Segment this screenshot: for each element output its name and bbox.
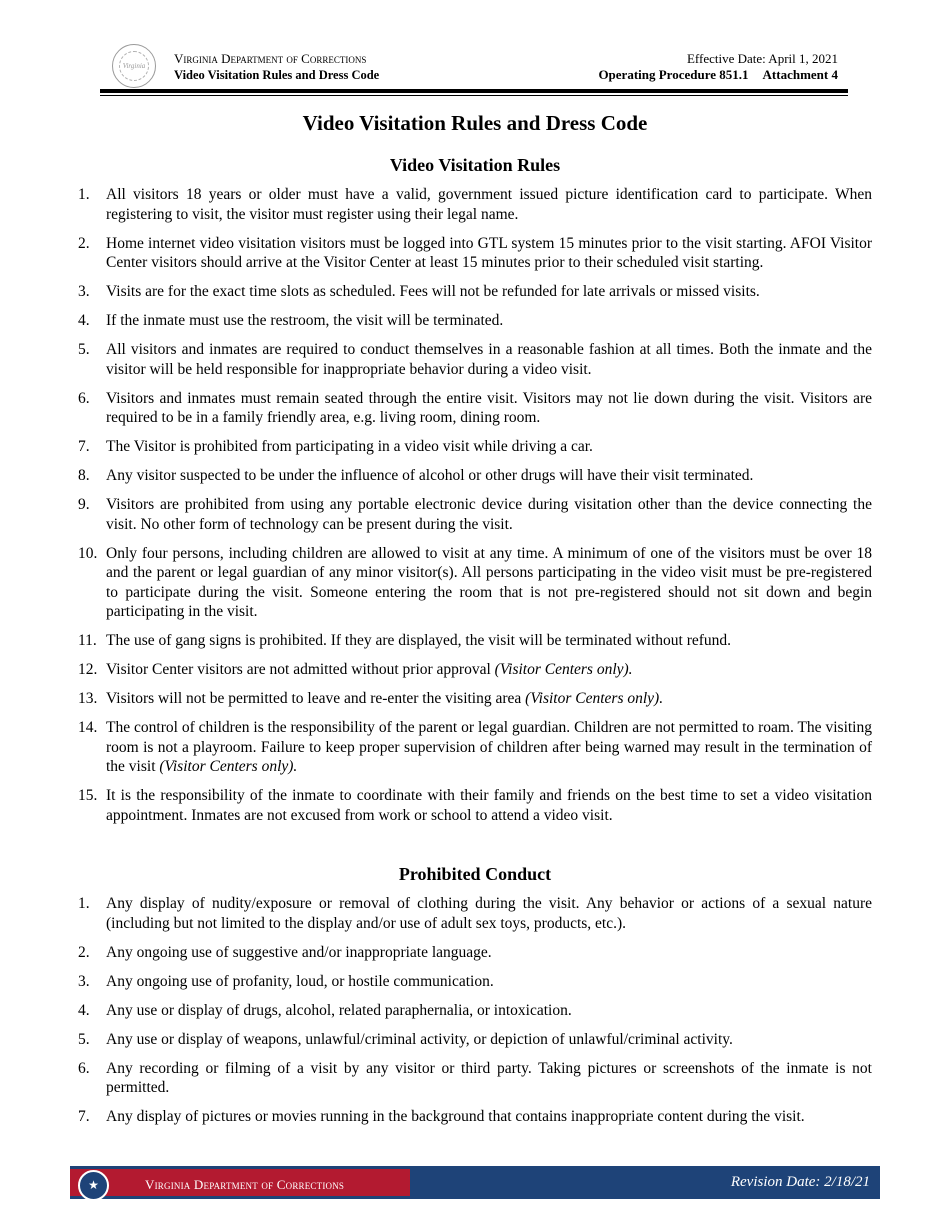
footer-org-name: Virginia Department of Corrections [145, 1177, 345, 1192]
item-text: Visitors will not be permitted to leave and re-enter the visiting area [106, 690, 526, 707]
item-text: Visitor Center visitors are not admitted without prior approval [106, 661, 495, 678]
item-number: 1. [78, 895, 90, 912]
item-text: The control of children is the responsibility of the parent or legal guardian. Children are not permitted to roam. The visiting room is not a playroom. Failure to keep proper supervision of children after being warned may result in the termination of the visit [106, 719, 872, 775]
list-item [78, 311, 872, 331]
item-note: (Visitor Centers only). [159, 758, 298, 775]
list-item [78, 718, 872, 777]
list-item [78, 689, 872, 709]
item-text: Only four persons, including children are allowed to visit at any time. A minimum of one of the visitors must be over 18 and the parent or legal guardian of any minor visitor(s). All persons participating in the video visit must be pre-registered to participate during the visit. Someone entering the room that is not pre-registered should not sit down and begin participating in the visit. [106, 544, 872, 620]
item-text: Any use or display of weapons, unlawful/criminal activity, or depiction of unlawful/criminal activity. [106, 1030, 733, 1048]
list-item [78, 786, 872, 825]
procedure-line [598, 67, 838, 83]
item-text: All visitors and inmates are required to conduct themselves in a reasonable fashion at all times. Both the inmate and the visitor will be held responsible for inappropriate behavior during a video visit. [106, 341, 872, 378]
rules-heading: Video Visitation Rules [389, 155, 561, 175]
item-text: All visitors 18 years or older must have a valid, government issued picture identification card to participate. When registering to visit, the visitor must register using their legal name. [106, 186, 872, 223]
list-item [78, 972, 872, 992]
list-item [78, 282, 872, 302]
footer-seal-icon: ★ [78, 1170, 109, 1201]
list-item [78, 660, 872, 680]
list-item [78, 894, 872, 933]
item-number: 6. [78, 389, 90, 407]
item-number: 10. [78, 544, 98, 562]
list-item [78, 437, 872, 457]
item-number: 4. [78, 1001, 90, 1019]
list-item [78, 234, 872, 273]
list-item [78, 389, 872, 428]
list-item [78, 544, 872, 622]
item-text: Visitors are prohibited from using any portable electronic device during visitation other than the device connecting the visit. No other form of technology can be present during the visit. [106, 496, 872, 533]
item-number: 3. [78, 283, 90, 300]
header-doc-title: Video Visitation Rules and Dress Code [174, 68, 380, 82]
item-number: 6. [78, 1059, 90, 1077]
effective-date: Effective Date: April 1, 2021 [686, 51, 838, 66]
list-item [78, 495, 872, 534]
item-number: 2. [78, 943, 90, 961]
list-item [78, 1059, 872, 1098]
list-item [78, 1001, 872, 1021]
item-text: Any ongoing use of suggestive and/or inappropriate language. [106, 943, 492, 961]
item-number: 2. [78, 234, 90, 252]
item-number: 7. [78, 1108, 90, 1125]
header-left [174, 51, 379, 83]
conduct-list [78, 894, 872, 1136]
item-text: It is the responsibility of the inmate to coordinate with their family and friends on the best time to set a video visitation appointment. Inmates are not excused from work or school to attend a video visit. [106, 787, 872, 824]
item-number: 9. [78, 496, 90, 513]
item-text: Visits are for the exact time slots as scheduled. Fees will not be refunded for late arrivals or missed visits. [106, 283, 760, 300]
list-item [78, 631, 872, 651]
dept-seal-icon [112, 44, 156, 88]
item-text: The use of gang signs is prohibited. If they are displayed, the visit will be terminated without refund. [106, 632, 732, 649]
item-number: 5. [78, 1030, 90, 1048]
item-number: 5. [78, 341, 90, 358]
operating-procedure: Operating Procedure 851.1 [598, 67, 749, 82]
item-text: Any ongoing use of profanity, loud, or hostile communication. [106, 972, 494, 990]
item-text: Any recording or filming of a visit by any visitor or third party. Taking pictures or screenshots of the inmate is not permitted. [106, 1059, 872, 1096]
item-text: Visitors and inmates must remain seated through the entire visit. Visitors may not lie down during the visit. Visitors are required to be in a family friendly area, e.g. living room, dining room. [106, 389, 872, 426]
item-text: Any display of nudity/exposure or removal of clothing during the visit. Any behavior or actions of a sexual nature (including but not limited to the display and/or use of adult sex toys, products, etc.). [106, 895, 872, 932]
item-number: 7. [78, 438, 90, 455]
conduct-heading: Prohibited Conduct [398, 864, 552, 884]
item-number: 11. [78, 632, 97, 649]
attachment-label: Attachment 4 [762, 67, 838, 82]
item-number: 12. [78, 661, 98, 678]
header-dept-name: Virginia Department of Corrections [174, 51, 367, 66]
list-item [78, 1030, 872, 1050]
list-item [78, 943, 872, 963]
item-text: Home internet video visitation visitors must be logged into GTL system 15 minutes prior to the visit starting. AFOI Visitor Center visitors should arrive at the Visitor Center at least 15 minutes prior to their scheduled visit starting. [106, 234, 872, 271]
item-text: Any display of pictures or movies running in the background that contains inappropriate content during the visit. [106, 1108, 805, 1125]
rules-list [78, 185, 872, 835]
item-number: 4. [78, 312, 90, 329]
seal-text: Virginia [119, 51, 149, 81]
item-number: 8. [78, 467, 90, 484]
page-title: Video Visitation Rules and Dress Code [302, 111, 648, 135]
item-number: 14. [78, 719, 98, 736]
page-footer [70, 1166, 880, 1199]
item-text: Any visitor suspected to be under the influence of alcohol or other drugs will have their visit terminated. [106, 467, 754, 484]
item-text: If the inmate must use the restroom, the visit will be terminated. [106, 312, 504, 329]
header-right [598, 51, 838, 83]
footer-red-band [70, 1169, 410, 1196]
item-text: The Visitor is prohibited from participating in a video visit while driving a car. [106, 438, 593, 455]
item-text: Any use or display of drugs, alcohol, related paraphernalia, or intoxication. [106, 1001, 572, 1019]
item-number: 3. [78, 972, 90, 990]
list-item [78, 340, 872, 379]
header-rule-thin [100, 95, 848, 96]
list-item [78, 466, 872, 486]
item-note: (Visitor Centers only). [494, 661, 633, 678]
list-item [78, 185, 872, 224]
item-note: (Visitor Centers only). [525, 690, 664, 707]
item-number: 1. [78, 186, 90, 203]
item-number: 13. [78, 690, 98, 707]
item-number: 15. [78, 787, 98, 804]
header-rule-thick [100, 89, 848, 93]
revision-date: Revision Date: 2/18/21 [730, 1174, 870, 1190]
list-item [78, 1107, 872, 1127]
